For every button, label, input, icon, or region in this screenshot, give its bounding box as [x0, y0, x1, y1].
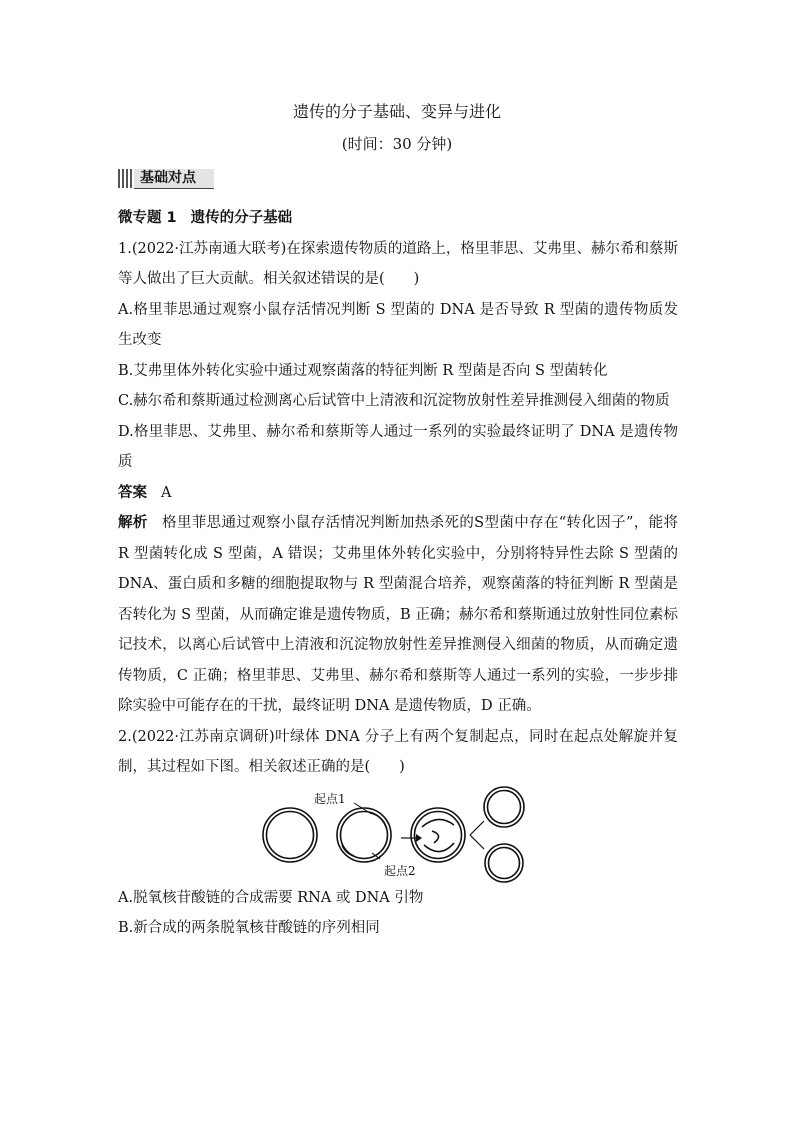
analysis-text: 格里菲思通过观察小鼠存活情况判断加热杀死的S型菌中存在“转化因子”，能将 R 型菌转化成 S 型菌，A 错误；艾弗里体外转化实验中，分别将特异性去除 S 型菌的 DNA、蛋白质和多糖的细胞提取物与 R 型菌混合培养，观察菌落的特征判断 R 型菌是否转化为 S 型菌，从而确定谁是遗传物质，B 正确；赫尔希和蔡斯通过放射性同位素标记技术，以离心后试管中上清液和沉淀物放射性差异推测侵入细菌的物质，从而确定遗传物质，C 正确；格里菲思、艾弗里、赫尔希和蔡斯等人通过一系列的实验，一步步排除实验中可能存在的干扰，最终证明 DNA 是遗传物质，D 正确。 [118, 515, 679, 714]
origin-2-marker [372, 853, 416, 878]
banner-stripes [118, 169, 134, 188]
question-1-analysis [118, 508, 678, 722]
question-2-stem: 2.(2022·江苏南京调研)叶绿体 DNA 分子上有两个复制起点，同时在起点处解旋并复制，其过程如下图。相关叙述正确的是( ) [118, 728, 678, 775]
daughter-dna-2 [485, 844, 523, 882]
question-2-option-a: A.脱氧核苷酸链的合成需要 RNA 或 DNA 引物 [118, 889, 424, 906]
question-1-answer [118, 478, 678, 509]
origin-1-marker [314, 791, 370, 813]
section-label: 基础对点 [140, 170, 196, 186]
question-1-option-d: D.格里菲思、艾弗里、赫尔希和蔡斯等人通过一系列的实验最终证明了 DNA 是遗传物质 [118, 423, 678, 470]
question-2-option-b: B.新合成的两条脱氧核苷酸链的序列相同 [118, 920, 380, 936]
replication-diagram-svg [118, 783, 678, 883]
circular-dna-1 [263, 808, 317, 862]
question-1-option-b: B.艾弗里体外转化实验中通过观察菌落的特征判断 R 型菌是否向 S 型菌转化 [118, 362, 608, 379]
answer-label: 答案 [118, 484, 147, 501]
theta-structure [411, 808, 465, 862]
section-banner [118, 167, 214, 190]
analysis-label: 解析 [118, 515, 148, 531]
daughter-dna-1 [484, 787, 524, 827]
origin-1-label: 起点1 [314, 791, 346, 806]
replication-diagram [118, 783, 678, 883]
origin-2-label: 起点2 [384, 863, 416, 878]
circular-dna-2 [337, 808, 391, 862]
question-1-option-c: C.赫尔希和蔡斯通过检测离心后试管中上清液和沉淀物放射性差异推测侵入细菌的物质 [118, 393, 670, 409]
page-title: 遗传的分子基础、变异与进化 [292, 102, 501, 121]
time-limit: (时间：30 分钟) [341, 135, 453, 153]
branch-arrow-icon [470, 821, 484, 849]
topic-name: 遗传的分子基础 [190, 210, 293, 226]
topic-number: 微专题 1 [118, 210, 177, 226]
question-1-option-a: A.格里菲思通过观察小鼠存活情况判断 S 型菌的 DNA 是否导致 R 型菌的遗传物质发生改变 [118, 301, 678, 348]
answer-value: A [161, 484, 172, 501]
content-body [118, 203, 678, 944]
topic-heading [118, 203, 678, 234]
question-1-stem: 1.(2022·江苏南通大联考)在探索遗传物质的道路上，格里菲思、艾弗里、赫尔希和蔡斯等人做出了巨大贡献。相关叙述错误的是( ) [118, 240, 678, 287]
